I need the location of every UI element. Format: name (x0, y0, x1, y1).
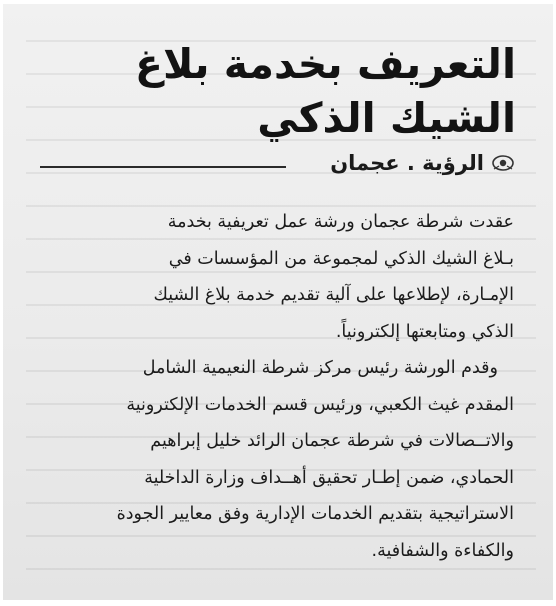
byline (330, 146, 516, 180)
headline-line: الشيك الذكي (257, 94, 516, 143)
paragraph (54, 350, 514, 569)
text-line: الاستراتيجية بتقديم الخدمات الإدارية وفق معايير الجودة (116, 504, 514, 524)
text-line: الذكي ومتابعتها إلكترونياً. (335, 321, 514, 342)
text-line: بـلاغ الشيك الذكي لمجموعة من المؤسسات في (168, 248, 514, 269)
page-edge (0, 0, 3, 606)
text-line: الإمـارة، لإطلاعها على آلية تقديم خدمة بلاغ الشيك (153, 285, 514, 305)
eye-emblem-icon (490, 150, 516, 176)
byline-rule (40, 166, 286, 168)
text-line: عقدت شرطة عجمان ورشة عمل تعريفية بخدمة (167, 212, 514, 232)
byline-text: الرؤية . عجمان (330, 151, 484, 175)
page-edge (0, 0, 556, 4)
article-headline (46, 37, 516, 145)
text-line: والكفاءة والشفافية. (371, 540, 514, 561)
headline-line: التعريف بخدمة بلاغ (134, 40, 516, 89)
text-line: وقدم الورشة رئيس مركز شرطة النعيمية الشامل (142, 358, 498, 378)
page-edge (0, 600, 556, 606)
paragraph (54, 204, 514, 350)
text-line: الحمادي، ضمن إطـار تحقيق أهــداف وزارة الداخلية (144, 467, 514, 488)
text-line: والاتــصالات في شرطة عجمان الرائد خليل إبراهيم (150, 431, 514, 451)
text-line: المقدم غيث الكعبي، ورئيس قسم الخدمات الإلكترونية (126, 394, 514, 415)
article-body (54, 204, 514, 569)
